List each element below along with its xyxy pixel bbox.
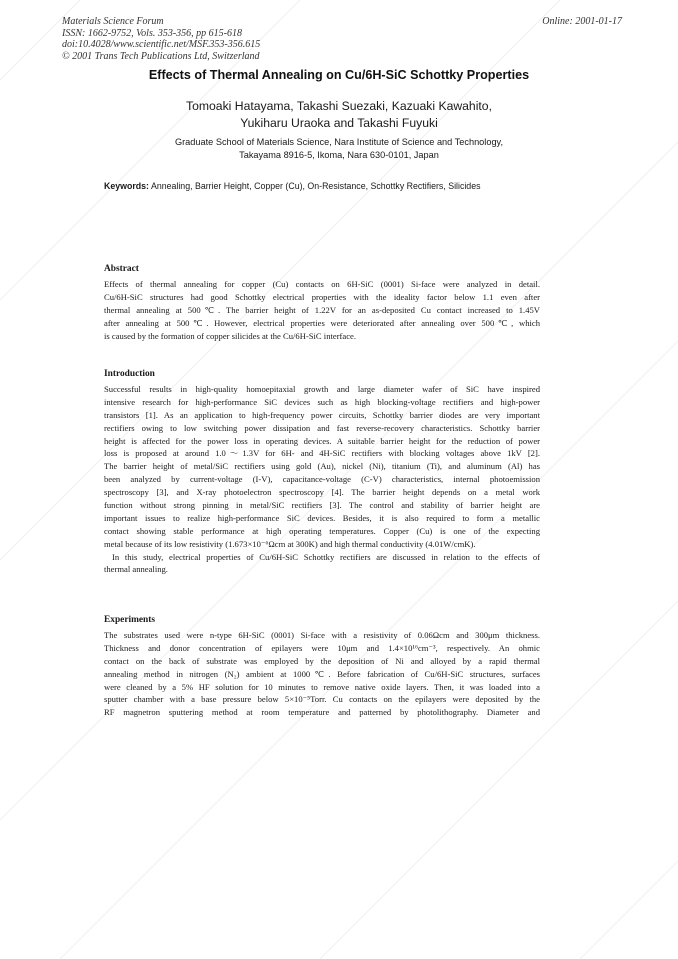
doi-line: doi:10.4028/www.scientific.net/MSF.353-356.615 xyxy=(62,39,261,51)
abstract-body xyxy=(104,278,540,342)
keywords-label: Keywords: xyxy=(104,181,149,191)
text-line: Successful results in high-quality homoepitaxial growth and large diameter wafer of SiC have inspired xyxy=(104,384,540,394)
authors-line-2: Yukiharu Uraoka and Takashi Fuyuki xyxy=(240,116,438,130)
text-line: rectifiers owing to low switching power dissipation and fast reverse-recovery characteristics. Schottky barrier xyxy=(104,422,540,433)
text-line: RF magnetron sputtering method at room temperature and patterned by photolithography. Diameter and xyxy=(104,707,540,718)
introduction-section xyxy=(104,368,540,576)
text-line: important issues to realize high-performance SiC devices. Besides, it is also required to form a metallic xyxy=(104,512,540,523)
text-line: Thickness and donor concentration of epilayers were 10μm and 1.4×10¹⁶cm⁻³, respectively. An ohmic xyxy=(104,642,540,653)
text-line: thermal annealing at 500℃. The barrier height of 1.22V for an as-deposited Cu contact increased to 1.45V xyxy=(104,304,540,315)
affiliation xyxy=(0,136,678,162)
text-line: height is affected for the power loss in operating devices. A suitable barrier height for the reduction of power xyxy=(104,435,540,446)
experiments-heading: Experiments xyxy=(104,615,156,625)
text-line: contact on the back of substrate was employed by the deposition of Ni and alloyed by a rapid thermal xyxy=(104,655,540,666)
text-line: were cleaned by a 5% HF solution for 10 minutes to remove native oxide layers. Then, it was loaded into a xyxy=(104,681,540,692)
issn-line: ISSN: 1662-9752, Vols. 353-356, pp 615-618 xyxy=(62,27,242,39)
affiliation-line-1: Graduate School of Materials Science, Nara Institute of Science and Technology, xyxy=(174,137,504,147)
keywords-text: Annealing, Barrier Height, Copper (Cu), On-Resistance, Schottky Rectifiers, Silicides xyxy=(150,181,481,191)
paper-title: Effects of Thermal Annealing on Cu/6H-SiC Schottky Properties xyxy=(148,68,530,82)
text-line: contact showing stable performance at high operating temperatures. Copper (Cu) is one of the expecting xyxy=(104,525,540,536)
text-line: metal because of its low resistivity (1.673×10⁻⁶Ωcm at 300K) and high thermal conductivity (4.01W/cmK). xyxy=(104,538,476,549)
introduction-heading: Introduction xyxy=(104,369,155,379)
text-line: after annealing at 500℃. However, electrical properties were deteriorated after annealing over 500℃, which xyxy=(104,317,540,328)
experiments-body xyxy=(104,629,540,719)
online-date: Online: 2001-01-17 xyxy=(542,16,622,27)
abstract-section xyxy=(104,263,540,342)
text-line: been analyzed by current-voltage (I-V), capacitance-voltage (C-V) characteristics, internal photoemission xyxy=(104,474,540,485)
text-line: loss is proposed at around 1.0～1.3V for 6H- and 4H-SiC rectifiers with blocking voltages above 1kV [2]. xyxy=(104,448,540,459)
keywords xyxy=(104,181,564,191)
text-line: transistors [1]. As an application to high-frequency power circuits, Schottky barrier diodes are very important xyxy=(104,409,540,420)
author-list xyxy=(0,98,678,132)
abstract-heading: Abstract xyxy=(104,264,139,274)
introduction-body xyxy=(104,383,540,576)
text-line: In this study, electrical properties of Cu/6H-SiC Schottky rectifiers are discussed in relation to the effects of xyxy=(112,551,540,562)
authors-line-1: Tomoaki Hatayama, Takashi Suezaki, Kazuaki Kawahito, xyxy=(186,99,492,113)
text-line: annealing method in nitrogen (N₂) ambient at 1000℃. Before fabrication of Cu/6H-SiC structures, surfaces xyxy=(104,668,540,679)
text-line: intensive research for high-performance SiC devices such as high blocking-voltage rectifiers and high-power xyxy=(104,396,540,407)
text-line: spectroscopy [3], and X-ray photoelectron spectroscopy [4]. The barrier height depends on a metal work xyxy=(104,487,540,498)
text-line: function without strong pinning in metal/SiC rectifiers [3]. The control and stability of barrier height are xyxy=(104,500,540,511)
copyright-line: © 2001 Trans Tech Publications Ltd, Switzerland xyxy=(62,50,260,62)
text-line: The substrates used were n-type 6H-SiC (0001) Si-face with a resistivity of 0.06Ωcm and 300μm thickness. xyxy=(104,630,540,640)
journal-header xyxy=(62,16,622,62)
journal-name: Materials Science Forum xyxy=(62,16,164,27)
affiliation-line-2: Takayama 8916-5, Ikoma, Nara 630-0101, Japan xyxy=(239,150,439,160)
text-line: thermal annealing. xyxy=(104,564,168,575)
experiments-section xyxy=(104,614,540,719)
text-line: Cu/6H-SiC structures had good Schottky electrical properties with the ideality factor below 1.1 even after xyxy=(104,291,540,302)
text-line: Effects of thermal annealing for copper (Cu) contacts on 6H-SiC (0001) Si-face were analyzed in detail. xyxy=(104,279,540,289)
text-line: The barrier height of metal/SiC rectifiers using gold (Au), nickel (Ni), titanium (Ti), and aluminum (Al) has xyxy=(104,461,540,472)
text-line: is caused by the formation of copper silicides at the Cu/6H-SiC interface. xyxy=(104,330,357,341)
text-line: sputter chamber with a base pressure below 5×10⁻⁵Torr. Cu contacts on the epilayers were deposited by the xyxy=(104,694,540,705)
